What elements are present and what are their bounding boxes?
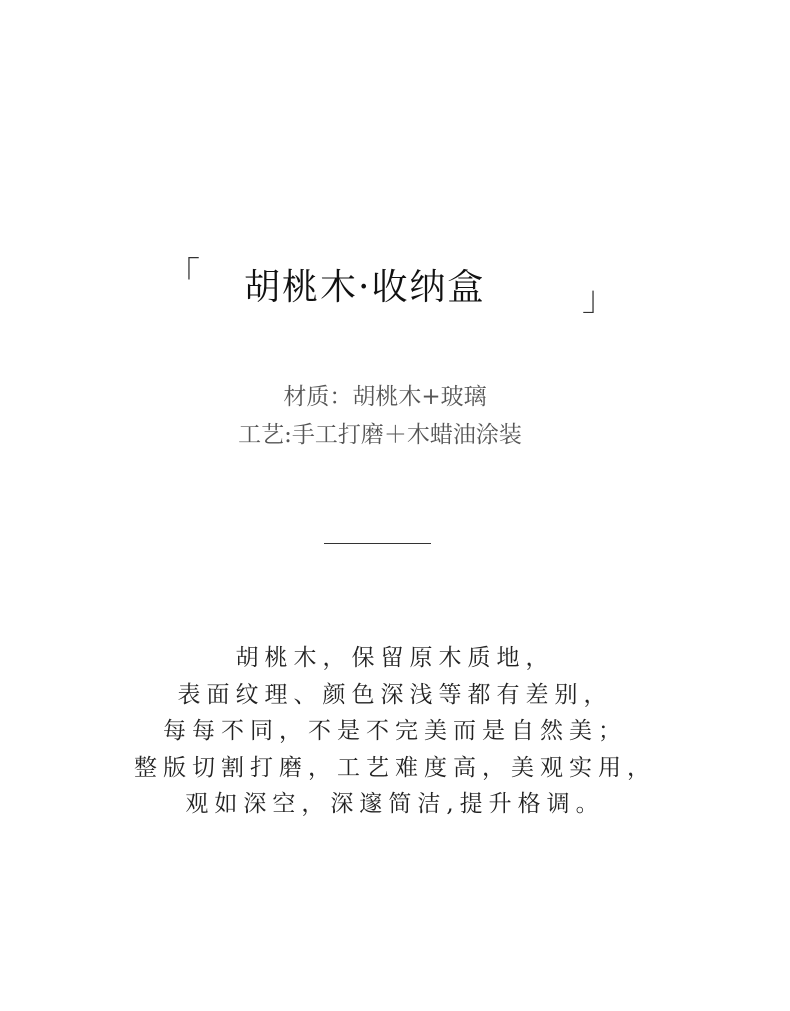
product-description [0,640,790,823]
description-line: 胡桃木，保留原木质地， [235,645,555,671]
product-specs [0,378,790,454]
product-title-row [0,255,790,319]
description-line: 观如深空，深邃简洁,提升格调。 [185,791,605,817]
product-title: 胡桃木·收纳盒 [244,267,486,308]
description-line: 整版切割打磨，工艺难度高，美观实用， [134,754,656,781]
spec-craft: 工艺:手工打磨＋木蜡油涂装 [238,422,522,448]
description-line: 表面纹理、颜色深浅等都有差别， [177,681,613,708]
title-close-bracket: 」 [582,279,616,319]
section-divider [324,543,431,544]
title-open-bracket: 「 [166,255,200,295]
description-line: 每每不同，不是不完美而是自然美； [163,718,627,744]
spec-material: 材质：胡桃木+玻璃 [283,384,487,410]
